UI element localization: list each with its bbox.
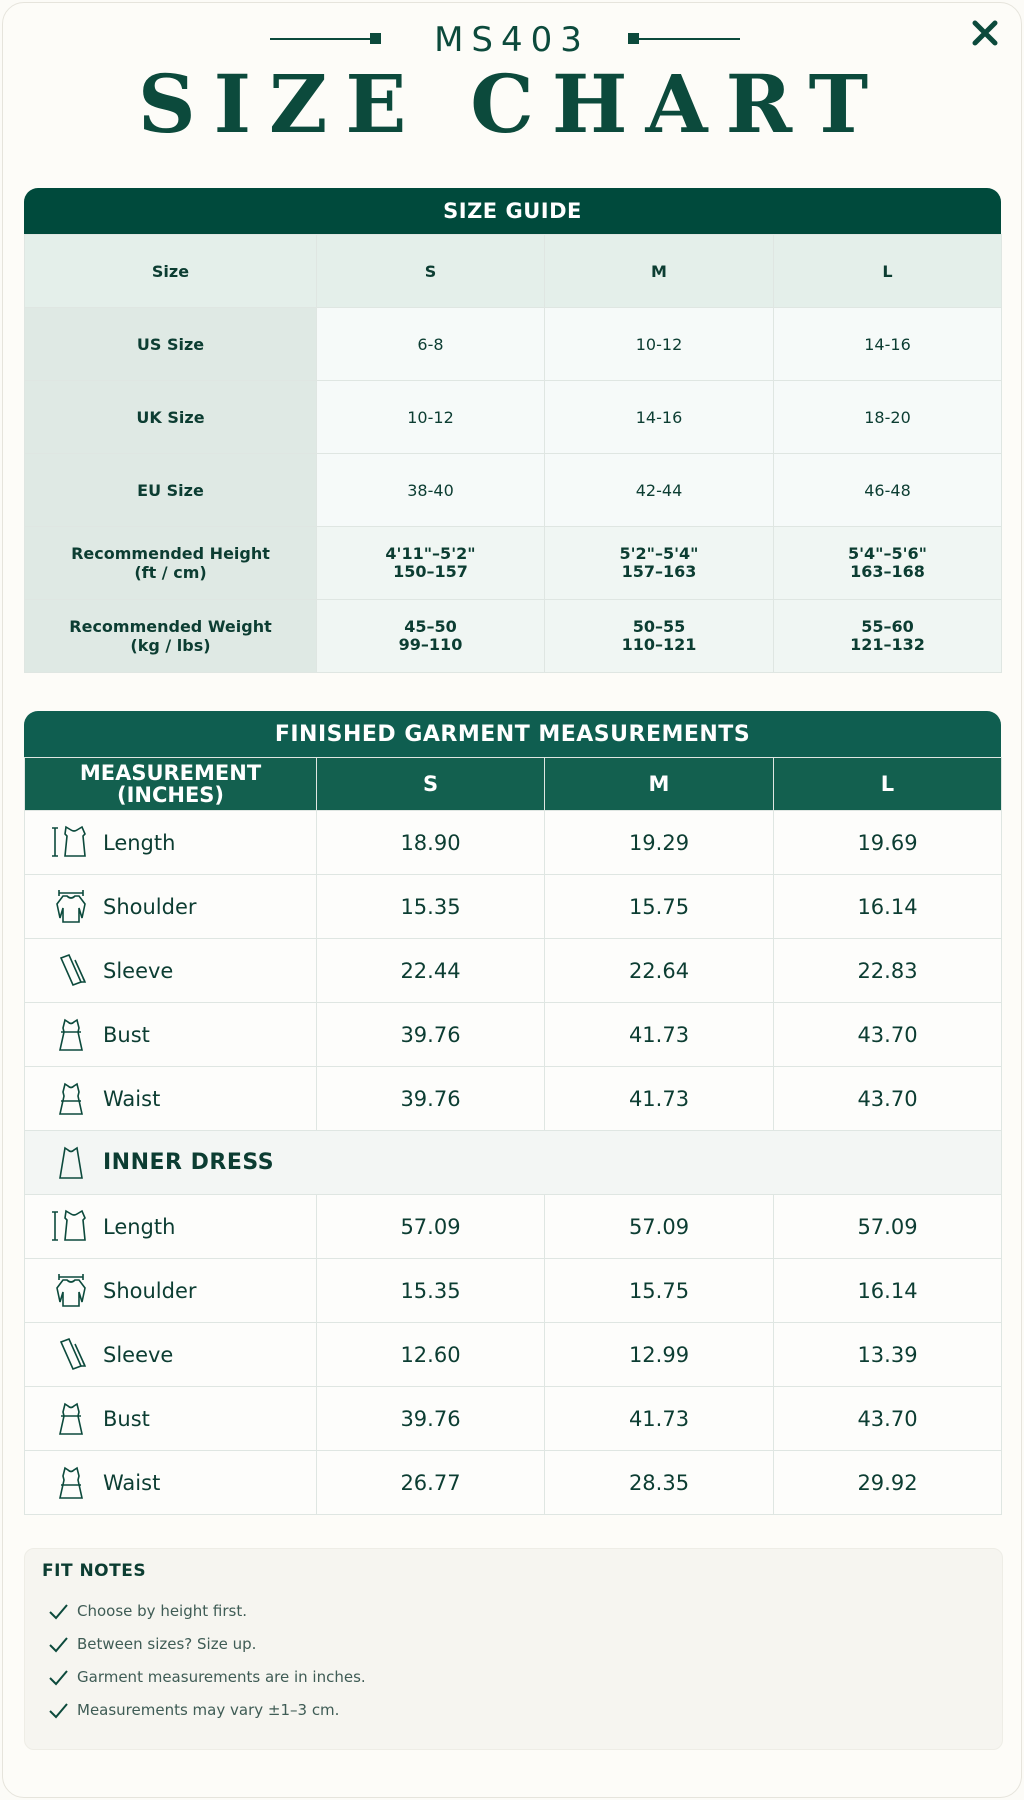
- measurement-cell: [25, 1387, 317, 1451]
- table-cell: 41.73: [545, 1067, 774, 1131]
- cell-line: 55–60: [861, 617, 914, 636]
- measurement-label: Bust: [103, 1406, 150, 1431]
- cell-line: 99–110: [398, 635, 463, 654]
- measurement-cell: [25, 875, 317, 939]
- check-icon: [47, 1699, 69, 1721]
- table-cell: 15.75: [545, 875, 774, 939]
- table-row: [25, 1003, 1002, 1067]
- measurement-label-group: [25, 1399, 316, 1439]
- row-label: [25, 527, 317, 600]
- table-cell: 43.70: [774, 1067, 1002, 1131]
- cell-line: 4'11"–5'2": [385, 544, 476, 563]
- measurement-label-group: [25, 1335, 316, 1375]
- row-label: [25, 600, 317, 673]
- fit-note-item: [47, 1699, 339, 1721]
- table-cell: 14-16: [774, 308, 1002, 381]
- measurement-label-group: [25, 1015, 316, 1055]
- table-row: [25, 1451, 1002, 1515]
- measurement-cell: [25, 1195, 317, 1259]
- sleeve-icon: [51, 951, 91, 991]
- cell-line: 157–163: [621, 562, 697, 581]
- table-row: [25, 939, 1002, 1003]
- table-cell: [774, 600, 1002, 673]
- column-header: M: [545, 235, 774, 308]
- measurement-cell: [25, 1323, 317, 1387]
- close-icon: [970, 18, 1000, 48]
- measurement-label-group: [25, 951, 316, 991]
- column-header-line: MEASUREMENT: [79, 761, 262, 785]
- garment-measurements-table: [24, 757, 1002, 1515]
- measurement-label: Shoulder: [103, 1278, 197, 1303]
- size-guide-table: [24, 234, 1002, 673]
- table-cell: 16.14: [774, 875, 1002, 939]
- column-header-line: (INCHES): [116, 783, 225, 807]
- measurement-label-group: [25, 1463, 316, 1503]
- section-label-group: [25, 1143, 1001, 1183]
- table-cell: 41.73: [545, 1003, 774, 1067]
- cell-line: 45–50: [404, 617, 457, 636]
- table-cell: 26.77: [317, 1451, 545, 1515]
- measurement-label: Bust: [103, 1022, 150, 1047]
- close-button[interactable]: [962, 10, 1008, 56]
- cell-line: 50–55: [632, 617, 686, 636]
- check-icon: [47, 1666, 69, 1688]
- table-cell: 19.29: [545, 811, 774, 875]
- measurement-label-group: [25, 1271, 316, 1311]
- row-label: EU Size: [25, 454, 317, 527]
- row-label: UK Size: [25, 381, 317, 454]
- bust-icon: [51, 1015, 91, 1055]
- measurement-cell: [25, 939, 317, 1003]
- table-cell: 41.73: [545, 1387, 774, 1451]
- table-cell: 38-40: [317, 454, 545, 527]
- table-cell: [545, 600, 774, 673]
- cell-line: 163–168: [850, 562, 925, 581]
- column-header: [25, 758, 317, 811]
- table-cell: 22.64: [545, 939, 774, 1003]
- row-label-sub: (ft / cm): [134, 563, 207, 582]
- table-cell: 6-8: [317, 308, 545, 381]
- decorative-line-right: [634, 38, 740, 40]
- cell-line: 121–132: [850, 635, 925, 654]
- column-header: M: [545, 758, 774, 811]
- fit-notes-title: FIT NOTES: [42, 1561, 147, 1581]
- shoulder-icon: [51, 887, 91, 927]
- table-cell: 29.92: [774, 1451, 1002, 1515]
- table-cell: 22.44: [317, 939, 545, 1003]
- table-cell: 12.99: [545, 1323, 774, 1387]
- table-cell: [774, 527, 1002, 600]
- measurement-label: Sleeve: [103, 958, 174, 983]
- table-row: [25, 527, 1002, 600]
- table-cell: 14-16: [545, 381, 774, 454]
- size-guide-header-row: [25, 235, 1002, 308]
- table-cell: 18.90: [317, 811, 545, 875]
- row-label-sub: (kg / lbs): [130, 636, 211, 655]
- table-cell: 46-48: [774, 454, 1002, 527]
- table-cell: 39.76: [317, 1067, 545, 1131]
- sleeve-icon: [51, 1335, 91, 1375]
- column-header: S: [317, 758, 545, 811]
- fit-note-text: Choose by height first.: [77, 1602, 247, 1620]
- measurement-cell: [25, 1003, 317, 1067]
- cell-line: 5'2"–5'4": [619, 544, 699, 563]
- length-icon: [51, 823, 91, 863]
- table-row: [25, 1323, 1002, 1387]
- measurement-cell: [25, 1259, 317, 1323]
- length-icon: [51, 1207, 91, 1247]
- garment-measurements-card: [24, 711, 1001, 1515]
- table-cell: 19.69: [774, 811, 1002, 875]
- table-cell: 10-12: [545, 308, 774, 381]
- table-cell: 28.35: [545, 1451, 774, 1515]
- measurement-cell: [25, 811, 317, 875]
- measurement-label-group: [25, 1207, 316, 1247]
- product-code: MS403: [434, 20, 590, 60]
- fit-note-text: Measurements may vary ±1–3 cm.: [77, 1701, 340, 1719]
- measurement-label: Waist: [103, 1470, 161, 1495]
- measurement-label-group: [25, 887, 316, 927]
- table-row: [25, 875, 1002, 939]
- garment-measurements-title: FINISHED GARMENT MEASUREMENTS: [24, 711, 1001, 757]
- table-cell: 57.09: [545, 1195, 774, 1259]
- table-cell: 39.76: [317, 1387, 545, 1451]
- measurement-label-group: [25, 1079, 316, 1119]
- table-cell: [317, 600, 545, 673]
- table-cell: 16.14: [774, 1259, 1002, 1323]
- cell-line: 150–157: [393, 562, 468, 581]
- measurement-cell: [25, 1451, 317, 1515]
- table-row: [25, 1387, 1002, 1451]
- table-cell: 12.60: [317, 1323, 545, 1387]
- dress-icon: [51, 1143, 91, 1183]
- table-cell: 42-44: [545, 454, 774, 527]
- measurement-label: Shoulder: [103, 894, 197, 919]
- table-row: [25, 381, 1002, 454]
- measurement-label: Length: [103, 830, 176, 855]
- fit-notes-panel: [24, 1548, 1003, 1750]
- table-cell: 18-20: [774, 381, 1002, 454]
- table-cell: [545, 527, 774, 600]
- row-label: US Size: [25, 308, 317, 381]
- table-cell: 15.75: [545, 1259, 774, 1323]
- table-cell: 43.70: [774, 1003, 1002, 1067]
- table-row: [25, 1195, 1002, 1259]
- size-guide-title: SIZE GUIDE: [24, 188, 1001, 234]
- table-cell: 57.09: [774, 1195, 1002, 1259]
- table-row: [25, 454, 1002, 527]
- table-cell: 57.09: [317, 1195, 545, 1259]
- table-row: [25, 600, 1002, 673]
- page-title: SIZE CHART: [137, 57, 887, 151]
- fit-note-text: Garment measurements are in inches.: [77, 1668, 366, 1686]
- table-cell: [317, 527, 545, 600]
- section-cell: [25, 1131, 1002, 1195]
- bust-icon: [51, 1399, 91, 1439]
- table-row: [25, 308, 1002, 381]
- table-cell: 15.35: [317, 1259, 545, 1323]
- product-code-row: [0, 18, 1024, 62]
- waist-icon: [51, 1463, 91, 1503]
- shoulder-icon: [51, 1271, 91, 1311]
- column-header: L: [774, 235, 1002, 308]
- table-cell: 43.70: [774, 1387, 1002, 1451]
- measurement-label: Sleeve: [103, 1342, 174, 1367]
- check-icon: [47, 1633, 69, 1655]
- header: [0, 0, 1024, 170]
- measurement-cell: [25, 1067, 317, 1131]
- fit-note-item: [47, 1666, 366, 1688]
- section-row-inner-dress: [25, 1131, 1002, 1195]
- fit-note-text: Between sizes? Size up.: [77, 1635, 257, 1653]
- table-cell: 13.39: [774, 1323, 1002, 1387]
- row-label-main: Recommended Height: [71, 544, 270, 563]
- table-cell: 39.76: [317, 1003, 545, 1067]
- size-guide-card: [24, 188, 1001, 673]
- measurement-label-group: [25, 823, 316, 863]
- section-label: INNER DRESS: [103, 1150, 275, 1175]
- column-header: L: [774, 758, 1002, 811]
- table-row: [25, 811, 1002, 875]
- waist-icon: [51, 1079, 91, 1119]
- fit-note-item: [47, 1600, 247, 1622]
- garment-header-row: [25, 758, 1002, 811]
- check-icon: [47, 1600, 69, 1622]
- column-header: Size: [25, 235, 317, 308]
- cell-line: 110–121: [621, 635, 697, 654]
- measurement-label: Length: [103, 1214, 176, 1239]
- table-cell: 10-12: [317, 381, 545, 454]
- row-label-main: Recommended Weight: [69, 617, 272, 636]
- table-row: [25, 1259, 1002, 1323]
- column-header: S: [317, 235, 545, 308]
- fit-note-item: [47, 1633, 256, 1655]
- cell-line: 5'4"–5'6": [848, 544, 927, 563]
- table-cell: 22.83: [774, 939, 1002, 1003]
- table-row: [25, 1067, 1002, 1131]
- table-cell: 15.35: [317, 875, 545, 939]
- measurement-label: Waist: [103, 1086, 161, 1111]
